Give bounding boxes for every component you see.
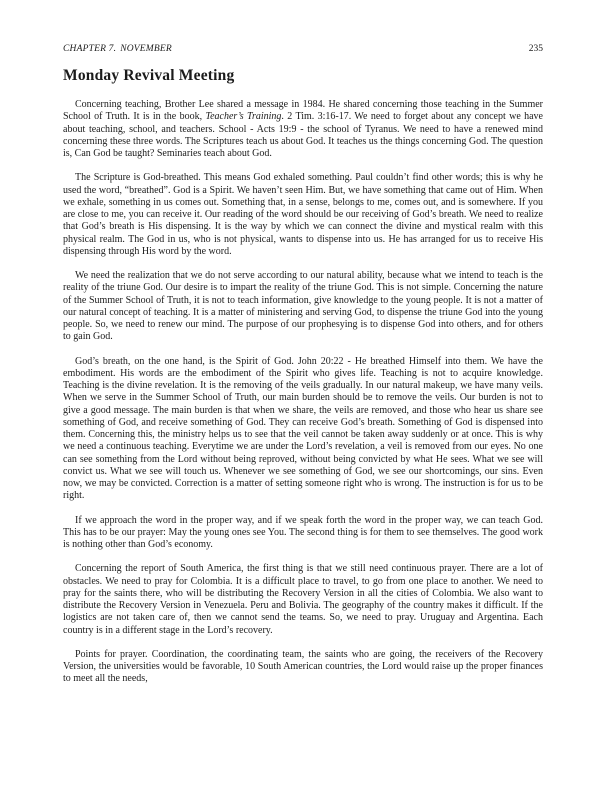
chapter-label: CHAPTER 7. [63,44,117,54]
page-content [63,44,543,686]
running-header [63,44,543,54]
paragraph-text: We need the realization that we do not serve according to our natural ability, because what we intend to teach is the reality of the triune God. Our desire is to impart the reality of the triune God. This is not simple. Concerning the nature of the Summer School of Truth, it is not to teach information, give knowledge to the young people. It is not a matter of our natural concept of teaching. It is a matter of ministering and serving God, to dispense the triune God into the young people. So, we need to renew our mind. The purpose of our prophesying is to dispense God into others, and for others to gain God. [63,270,543,343]
paragraphs [63,99,543,686]
paragraph-text: . 2 Tim. 3:16-17. We need to forget about any concept we have about teaching, school, and teachers. School - Acts 19:9 - the school of Tyranus. We need to have a renewed mind concerning these three words. The Scriptures teach us about God. It teaches us the things concerning God. The question is, Can God be taught? Seminaries teach about God. [63,111,543,159]
paragraph [63,649,543,686]
paragraph [63,270,543,344]
paragraph [63,356,543,503]
paragraph [63,99,543,160]
page-number: 235 [528,44,543,54]
paragraph-text: Concerning teaching, Brother Lee shared a message in 1984. He shared concerning those teaching in the Summer School of Truth. It is in the book, [63,99,543,123]
paragraph [63,563,543,637]
section-label: NOVEMBER [120,44,172,54]
paragraph-text: God’s breath, on the one hand, is the Spirit of God. John 20:22 - He breathed Himself into them. We have the embodiment. His words are the embodiment of the Spirit who gives life. Teaching is not to acquire knowledge. Teaching is the divine revelation. It is the removing of the veils gradually. In our natural makeup, we have many veils. When we serve in the Summer School of Truth, our main burden should be to remove the veils. Our burden is not to give a good message. The main burden is that when we share, the veils are removed, and those who hear us share see something of God, and receive something of God. They can receive God’s breath. Something of God is dispensed into them. Concerning this, the ministry helps us to see that the veil cannot be taken away suddenly or at once. This is why we need a continuous teaching. Everytime we are under the Lord’s revelation, a veil is removed from our eyes. No one can see something from the Lord without being reproved, without being convicted by what He sees. What we see will convict us. What we see will touch us. Whenever we see something of God, we see our shortcomings, our sins. Even now, we may be convicted. Correction is a matter of setting someone right who is wrong. The instruction is for us to be right. [63,355,543,502]
paragraph [63,515,543,552]
italic-book-title: Teacher’s Training [205,111,282,123]
paragraph [63,172,543,258]
chapter-heading [63,44,172,54]
paragraph-text: The Scripture is God-breathed. This means God exhaled something. Paul couldn’t find other words; this is why he used the word, “breathed”. God is a Spirit. We haven’t seen Him. But, we have something that came out of Him. When we exhale, something in us comes out. Something that, in a sense, belongs to me, comes out, and is somewhere. If you are close to me, you can receive it. Our reading of the word should be our receiving of God’s breath. We need to realize that God’s breath is His dispensing. It is the way by which we can connect the divine and mystical realm with this physical realm. The God in us, who is not physical, wants to dispense into us. He has arranged for us to receive His dispensing through His word by the word. [63,172,543,257]
paragraph-text: Concerning the report of South America, the first thing is that we still need continuous prayer. There are a lot of obstacles. We need to pray for Colombia. It is a difficult place to travel, to go from one place to another. We need to pray for the saints there, who will be distributing the Recovery Version in all the cities of Colombia. We also want to distribute the Recovery Version in Venezuela. Peru and Bolivia. The geography of the country makes it difficult. If the logistics are not taken care of, then we cannot send the teams. So, we need to pray. Uruguay and Argentina. Each country is in a different stage in the Lord’s recovery. [63,563,543,636]
paragraph-text: Points for prayer. Coordination, the coordinating team, the saints who are going, the receivers of the Recovery Version, the universities would be favorable, 10 South American countries, the Lord would raise up the proper finances to meet all the needs, [63,648,543,685]
paragraph-text: If we approach the word in the proper way, and if we speak forth the word in the proper way, we can teach God. This has to be our prayer: May the young ones see You. The second thing is for them to see themselves. The good work is nothing other than God’s economy. [63,514,543,550]
page-title: Monday Revival Meeting [63,67,235,84]
